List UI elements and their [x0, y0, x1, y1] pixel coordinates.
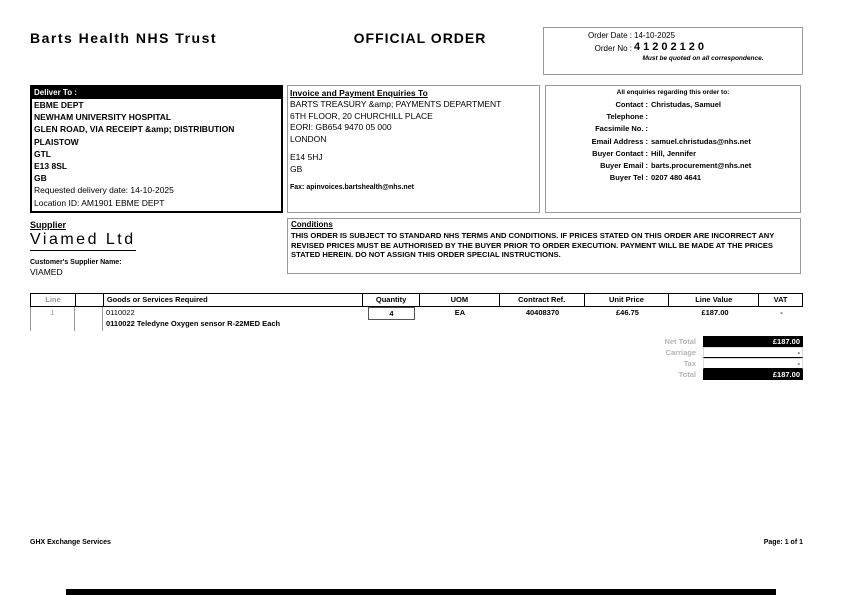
- header-quantity: Quantity: [363, 294, 420, 306]
- invoice-address-line: LONDON: [290, 133, 327, 144]
- trust-name: Barts Health NHS Trust: [30, 30, 218, 46]
- cell-line-number: 1: [30, 307, 75, 331]
- totals-section: [560, 336, 803, 380]
- contact-label: Facsimile No. :: [595, 124, 648, 134]
- carriage-row: [560, 347, 803, 358]
- deliver-address-line: GLEN ROAD, VIA RECEIPT &amp; DISTRIBUTION: [34, 124, 235, 135]
- item-description: 0110022 Teledyne Oxygen sensor R-22MED Each: [106, 319, 281, 328]
- contact-row: [548, 160, 798, 172]
- deliver-address-line: GTL: [34, 148, 51, 159]
- header-line-value: Line Value: [669, 294, 759, 306]
- carriage-label: Carriage: [665, 348, 696, 357]
- order-date-value: 14-10-2025: [634, 31, 675, 40]
- enquiries-heading: All enquiries regarding this order to:: [616, 89, 730, 96]
- tax-row: [560, 358, 803, 369]
- order-items-table: [30, 293, 803, 331]
- document-title: OFFICIAL ORDER: [353, 30, 487, 46]
- order-number-row: [544, 41, 802, 54]
- contact-label: Email Address :: [591, 136, 648, 146]
- deliver-address-line: EBME DEPT: [34, 100, 84, 110]
- order-date-label: Order Date :: [587, 31, 632, 40]
- cell-goods: [103, 307, 363, 331]
- net-total-row: [560, 336, 803, 347]
- customer-supplier-name: VIAMED: [30, 267, 63, 277]
- invoice-country: GB: [290, 163, 303, 174]
- deliver-address-line: PLAISTOW: [34, 136, 79, 147]
- contact-label: Contact :: [615, 100, 648, 109]
- conditions-text: THIS ORDER IS SUBJECT TO STANDARD NHS TERMS AND CONDITIONS. IF PRICES STATED ON THIS ORDER ARE INCORRECT ANY REVISED PRICES MUST BE AUTHORISED BY THE BUYER PRIOR TO ORDER EXECUTION. PAYMENT WILL BE MADE AT THE PRICES STATED HEREIN. DO NOT ASSIGN THIS ORDER SPECIAL INSTRUCTIONS.: [291, 231, 775, 260]
- contact-label: Buyer Tel :: [609, 173, 648, 183]
- invoice-enquiries-box: [287, 85, 540, 213]
- header-blank: [76, 294, 104, 306]
- contact-value: 0207 480 4641: [651, 173, 702, 183]
- supplier-section-title: Supplier: [30, 220, 67, 230]
- cell-uom: EA: [454, 308, 466, 317]
- customer-supplier-label: Customer's Supplier Name:: [30, 259, 122, 266]
- net-total-label: Net Total: [664, 337, 696, 346]
- total-row: [560, 369, 803, 380]
- contact-row: [548, 123, 798, 135]
- tax-value: -: [703, 358, 803, 369]
- header-uom: UOM: [420, 294, 500, 306]
- conditions-box: [287, 218, 801, 274]
- invoice-postcode: E14 5HJ: [290, 152, 323, 163]
- contact-row: [548, 136, 798, 148]
- invoice-address-line: EORI: GB654 9470 05 000: [290, 122, 392, 133]
- carriage-value: -: [703, 347, 803, 358]
- header-line: Line: [31, 294, 76, 306]
- tax-label: Tax: [683, 359, 696, 368]
- table-header-row: [30, 293, 803, 307]
- cell-quantity: [363, 307, 420, 331]
- invoice-address-line: 6TH FLOOR, 20 CHURCHILL PLACE: [290, 110, 433, 121]
- contact-row: [548, 99, 798, 111]
- requested-delivery-date: Requested delivery date: 14-10-2025: [34, 185, 174, 196]
- spacer: [290, 145, 537, 152]
- contact-label: Buyer Contact :: [592, 148, 648, 158]
- header-goods: Goods or Services Required: [104, 294, 363, 306]
- cell-blank: [75, 307, 103, 331]
- conditions-title: Conditions: [291, 220, 333, 229]
- header-vat: VAT: [773, 295, 788, 304]
- table-row: [30, 307, 803, 331]
- contact-value: samuel.christudas@nhs.net: [651, 136, 751, 146]
- bottom-bar: [66, 589, 776, 595]
- quantity-value: 4: [368, 307, 415, 320]
- deliver-to-box: [30, 85, 283, 213]
- header-contract-ref: Contract Ref.: [500, 294, 585, 306]
- total-value: £187.00: [703, 369, 803, 380]
- contact-value: Christudas, Samuel: [651, 100, 722, 109]
- contact-row: [548, 172, 798, 184]
- contact-label: Buyer Email :: [600, 161, 648, 171]
- footer-service-name: GHX Exchange Services: [30, 539, 111, 546]
- order-info-box: [543, 27, 803, 75]
- invoice-address-line: BARTS TREASURY &amp; PAYMENTS DEPARTMENT: [290, 99, 502, 109]
- invoice-fax: Fax: apinvoices.bartshealth@nhs.net: [290, 183, 414, 191]
- net-total-value: £187.00: [703, 336, 803, 347]
- cell-vat: -: [780, 308, 783, 317]
- contact-row: [548, 148, 798, 160]
- location-id: Location ID: AM1901 EBME DEPT: [34, 197, 165, 208]
- supplier-name: Viamed Ltd: [30, 231, 136, 251]
- item-code: 0110022: [106, 308, 135, 317]
- order-number-value: 41202120: [634, 41, 707, 53]
- enquiries-contact-box: [545, 85, 801, 213]
- order-number-label: Order No :: [594, 44, 632, 53]
- order-note: Must be quoted on all correspondence.: [642, 55, 764, 62]
- order-date-row: [544, 31, 802, 41]
- contact-value: Hill, Jennifer: [651, 148, 697, 158]
- deliver-address-line: NEWHAM UNIVERSITY HOSPITAL: [34, 112, 172, 123]
- contact-label: Telephone :: [606, 112, 648, 122]
- footer-page-number: Page: 1 of 1: [763, 539, 803, 546]
- invoice-enquiries-title: Invoice and Payment Enquiries To: [290, 88, 428, 98]
- deliver-to-title: Deliver To :: [32, 87, 281, 99]
- cell-contract-ref: 40408370: [525, 308, 560, 317]
- deliver-address-line: GB: [34, 173, 47, 184]
- deliver-address-line: E13 8SL: [34, 161, 68, 172]
- cell-unit-price: £46.75: [616, 308, 639, 317]
- total-label: Total: [678, 370, 696, 379]
- contact-row: [548, 111, 798, 123]
- header-unit-price: Unit Price: [585, 294, 670, 306]
- contact-value: barts.procurement@nhs.net: [651, 161, 752, 171]
- cell-line-value: £187.00: [701, 308, 729, 317]
